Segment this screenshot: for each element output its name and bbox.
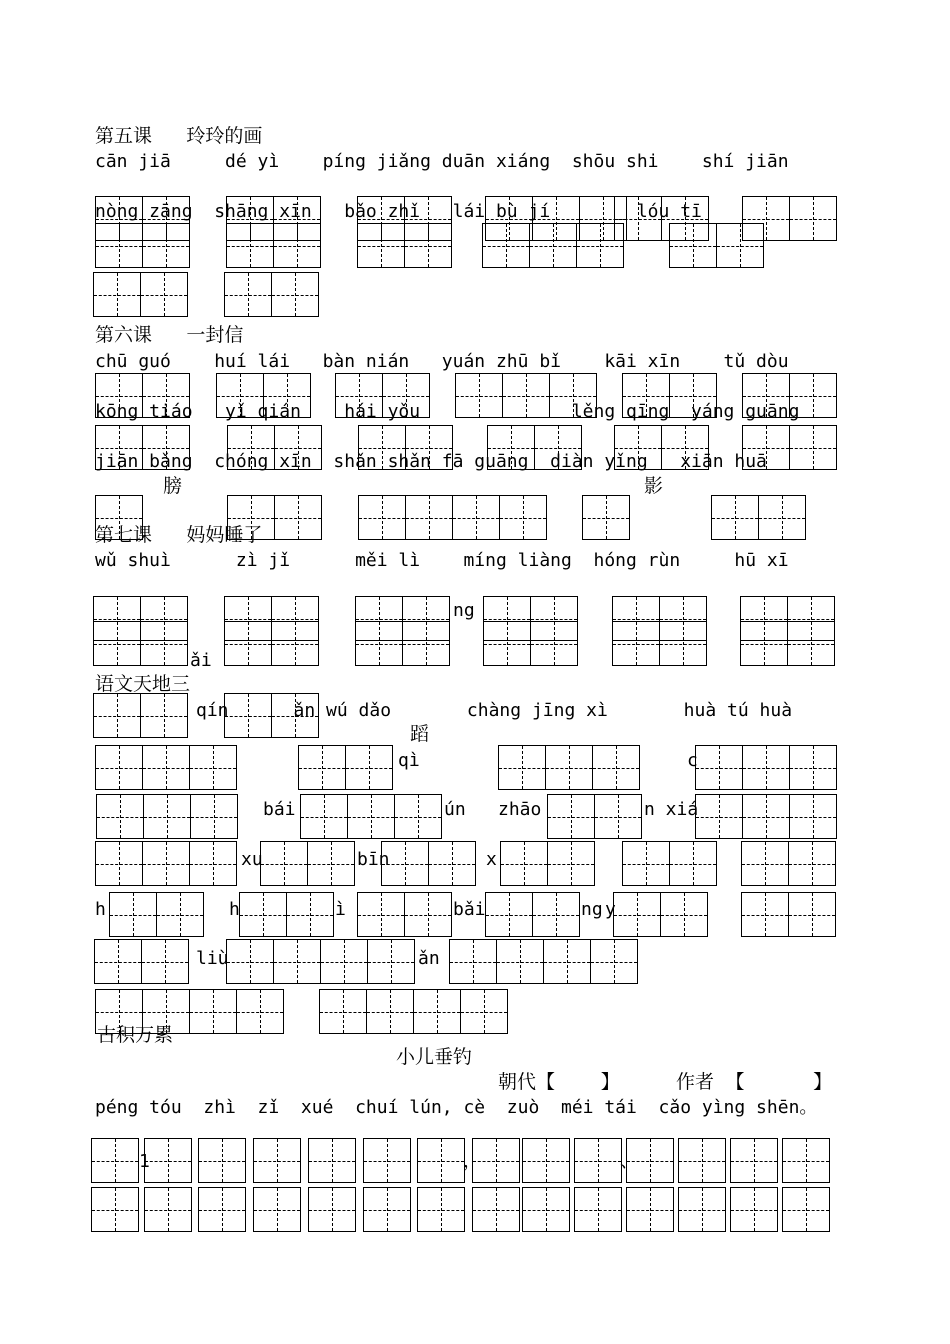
fragment: 1 bbox=[139, 1151, 150, 1172]
answer-box[interactable] bbox=[547, 794, 641, 839]
answer-box[interactable] bbox=[198, 1187, 245, 1232]
poem-title: 小儿垂钓 bbox=[396, 1046, 473, 1068]
answer-box[interactable] bbox=[363, 1138, 410, 1183]
lesson6-pinyin-row3: jiān bǎng chóng xīn shǎn shǎn fā guāng diàn yǐng xiān huā bbox=[95, 451, 767, 472]
lesson6-title: 第六课 一封信 bbox=[95, 324, 244, 346]
fragment: ， bbox=[463, 1151, 481, 1172]
section-pinyin-row1: qín ǎn wú dǎo chàng jīng xì huà tú huà bbox=[196, 700, 793, 721]
answer-box[interactable] bbox=[226, 223, 320, 268]
author-label: 作者 【 】 bbox=[676, 1071, 833, 1093]
answer-box[interactable] bbox=[91, 1138, 138, 1183]
answer-box[interactable] bbox=[95, 841, 236, 886]
answer-box[interactable] bbox=[253, 1138, 300, 1183]
answer-box[interactable] bbox=[740, 621, 834, 666]
answer-box[interactable] bbox=[485, 892, 579, 937]
answer-box[interactable] bbox=[522, 1138, 569, 1183]
answer-box[interactable] bbox=[741, 841, 835, 886]
lesson5-title: 第五课 玲玲的画 bbox=[95, 125, 263, 147]
section-title: 语文天地三 bbox=[95, 673, 191, 695]
answer-box[interactable] bbox=[226, 939, 414, 984]
fragment: xu bbox=[241, 849, 263, 870]
answer-box[interactable] bbox=[357, 223, 451, 268]
answer-box[interactable] bbox=[472, 1187, 519, 1232]
answer-box[interactable] bbox=[198, 1138, 245, 1183]
fragment: ǎn bbox=[418, 948, 440, 969]
answer-box[interactable] bbox=[678, 1187, 725, 1232]
fragment: c bbox=[687, 750, 698, 771]
lesson6-pinyin-row1: chū guó huí lái bàn nián yuán zhū bǐ kāi xīn tǔ dòu bbox=[95, 351, 789, 372]
lesson5-pinyin-row2: nòng zāng shāng xīn bǎo zhǐ lái bù jí lóu tī bbox=[95, 201, 702, 222]
answer-box[interactable] bbox=[522, 1187, 569, 1232]
poem-pinyin: péng tóu zhì zǐ xué chuí lún, cè zuò méi tái cǎo yìng shēn。 bbox=[95, 1097, 818, 1118]
answer-box[interactable] bbox=[260, 841, 354, 886]
fragment: bīn bbox=[357, 849, 390, 870]
answer-box[interactable] bbox=[613, 892, 707, 937]
answer-box[interactable] bbox=[224, 621, 318, 666]
lesson7-fragment: ǎi bbox=[190, 650, 212, 671]
answer-box[interactable] bbox=[574, 1187, 621, 1232]
answer-box[interactable] bbox=[669, 223, 763, 268]
fragment: n xiá bbox=[644, 799, 699, 820]
answer-box[interactable] bbox=[144, 1187, 191, 1232]
answer-box[interactable] bbox=[355, 621, 449, 666]
answer-box[interactable] bbox=[582, 495, 629, 540]
answer-box[interactable] bbox=[357, 892, 451, 937]
char-dao: 蹈 bbox=[410, 723, 430, 745]
fragment: ì bbox=[335, 899, 346, 920]
answer-box[interactable] bbox=[482, 223, 623, 268]
answer-box[interactable] bbox=[417, 1187, 464, 1232]
lesson6-char-bang: 膀 bbox=[163, 475, 183, 497]
answer-box[interactable] bbox=[381, 841, 475, 886]
answer-box[interactable] bbox=[730, 1187, 777, 1232]
answer-box[interactable] bbox=[144, 1138, 191, 1183]
answer-box[interactable] bbox=[96, 794, 237, 839]
answer-box[interactable] bbox=[363, 1187, 410, 1232]
fragment: ún bbox=[444, 799, 466, 820]
lesson7-title: 第七课 妈妈睡了 bbox=[95, 524, 263, 546]
answer-box[interactable] bbox=[449, 939, 637, 984]
fragment: h bbox=[95, 899, 106, 920]
answer-box[interactable] bbox=[308, 1138, 355, 1183]
answer-box[interactable] bbox=[417, 1138, 464, 1183]
answer-box[interactable] bbox=[483, 621, 577, 666]
answer-box[interactable] bbox=[93, 272, 187, 317]
answer-box[interactable] bbox=[695, 745, 836, 790]
answer-box[interactable] bbox=[498, 745, 639, 790]
fragment: liù bbox=[196, 948, 229, 969]
fragment: x bbox=[486, 849, 497, 870]
answer-box[interactable] bbox=[612, 621, 706, 666]
answer-box[interactable] bbox=[109, 892, 203, 937]
answer-box[interactable] bbox=[730, 1138, 777, 1183]
answer-box[interactable] bbox=[95, 223, 189, 268]
answer-box[interactable] bbox=[741, 892, 835, 937]
answer-box[interactable] bbox=[358, 495, 546, 540]
answer-box[interactable] bbox=[95, 745, 236, 790]
lesson5-pinyin-row1: cān jiā dé yì píng jiǎng duān xiáng shōu shi shí jiān bbox=[95, 151, 789, 172]
lesson7-fragment: ng bbox=[453, 600, 475, 621]
answer-box[interactable] bbox=[622, 841, 716, 886]
fragment: zhāo bbox=[498, 799, 542, 820]
answer-box[interactable] bbox=[782, 1187, 829, 1232]
answer-box[interactable] bbox=[308, 1187, 355, 1232]
answer-box[interactable] bbox=[94, 939, 188, 984]
answer-box[interactable] bbox=[711, 495, 805, 540]
answer-box[interactable] bbox=[298, 745, 392, 790]
fragment: qì bbox=[398, 750, 420, 771]
lesson7-pinyin-row1: wǔ shuì zì jǐ měi lì míng liàng hóng rùn hū xī bbox=[95, 550, 789, 571]
answer-box[interactable] bbox=[253, 1187, 300, 1232]
answer-box[interactable] bbox=[224, 272, 318, 317]
lesson6-char-ying: 影 bbox=[644, 475, 664, 497]
answer-box[interactable] bbox=[300, 794, 441, 839]
fragment: bǎi bbox=[453, 899, 486, 920]
fragment: ng bbox=[581, 899, 603, 920]
answer-box[interactable] bbox=[93, 621, 187, 666]
fragment: h bbox=[229, 899, 240, 920]
clipped-fragment: 古积万累 bbox=[97, 1024, 174, 1046]
fragment: 、 bbox=[620, 1151, 638, 1172]
answer-box[interactable] bbox=[626, 1187, 673, 1232]
answer-box[interactable] bbox=[93, 693, 187, 738]
answer-box[interactable] bbox=[239, 892, 333, 937]
answer-box[interactable] bbox=[319, 989, 507, 1034]
fragment: bái bbox=[263, 799, 296, 820]
answer-box[interactable] bbox=[500, 841, 594, 886]
fragment: y bbox=[605, 899, 616, 920]
lesson6-pinyin-row2: kōng tiáo yǐ qián hái yǒu lěng qīng yáng guāng bbox=[95, 401, 800, 422]
answer-box[interactable] bbox=[678, 1138, 725, 1183]
answer-box[interactable] bbox=[224, 693, 318, 738]
answer-box[interactable] bbox=[695, 794, 836, 839]
dynasty-label: 朝代【 】 bbox=[498, 1071, 620, 1093]
answer-box[interactable] bbox=[91, 1187, 138, 1232]
answer-box[interactable] bbox=[574, 1138, 621, 1183]
answer-box[interactable] bbox=[782, 1138, 829, 1183]
